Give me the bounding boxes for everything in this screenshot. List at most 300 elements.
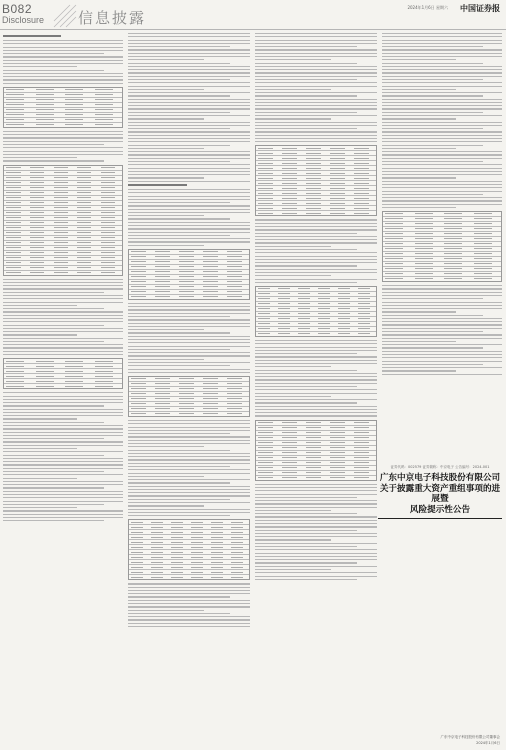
table-row [4, 384, 122, 388]
table-row [256, 476, 376, 480]
table-cell [444, 273, 462, 274]
table-cell [278, 328, 290, 329]
text-line [255, 546, 357, 547]
text-line [128, 108, 250, 109]
table-cell [203, 271, 217, 272]
table-cell [155, 398, 169, 399]
text-line [3, 435, 123, 436]
table-cell [65, 366, 83, 367]
text-line [3, 448, 77, 449]
text-line [255, 350, 377, 351]
table-cell [298, 328, 310, 329]
table-cell [155, 388, 169, 389]
text-line [128, 323, 250, 324]
text-line [382, 351, 502, 352]
table-cell [354, 432, 368, 433]
table-cell [474, 228, 492, 229]
text-line [255, 412, 377, 413]
table-cell [131, 261, 145, 262]
table-cell [231, 577, 243, 578]
text-line [255, 229, 377, 230]
table-cell [36, 114, 54, 115]
table-cell [444, 248, 462, 249]
text-line [255, 275, 331, 276]
table-cell [306, 183, 320, 184]
text-line [128, 583, 250, 584]
table-cell [77, 227, 91, 228]
text-line [3, 517, 123, 518]
text-line [255, 86, 377, 87]
table-cell [6, 114, 24, 115]
text-line [255, 494, 377, 495]
table-cell [211, 567, 223, 568]
text-line [3, 141, 123, 142]
table-cell [474, 248, 492, 249]
table-cell [258, 313, 270, 314]
text-line [128, 128, 230, 129]
text-line [255, 513, 357, 514]
table-cell [77, 167, 91, 168]
text-line [255, 49, 377, 50]
text-line [128, 105, 250, 106]
table-cell [155, 408, 169, 409]
table-cell [227, 378, 241, 379]
table-cell [155, 291, 169, 292]
text-line [255, 520, 377, 521]
table-cell [282, 163, 296, 164]
table-cell [30, 182, 44, 183]
table-cell [131, 388, 145, 389]
table-cell [354, 183, 368, 184]
text-line [255, 383, 377, 384]
table-cell [358, 303, 370, 304]
table-cell [258, 148, 272, 149]
table-cell [65, 371, 83, 372]
table-cell [306, 198, 320, 199]
table-cell [474, 213, 492, 214]
text-line [255, 122, 377, 123]
table-cell [474, 263, 492, 264]
table-cell [385, 223, 403, 224]
table-cell [358, 288, 370, 289]
table-cell [54, 192, 68, 193]
table-cell [203, 261, 217, 262]
table-cell [211, 522, 223, 523]
table-cell [444, 223, 462, 224]
text-line [128, 369, 250, 370]
text-line [128, 466, 230, 467]
table-cell [444, 258, 462, 259]
table-cell [415, 268, 433, 269]
table-cell [179, 388, 193, 389]
column-1 [3, 33, 123, 523]
table-cell [95, 376, 113, 377]
table-cell [30, 267, 44, 268]
table-cell [330, 472, 344, 473]
text-line [3, 461, 123, 462]
text-line [382, 66, 502, 67]
text-line [128, 189, 250, 190]
table-cell [231, 572, 243, 573]
table-cell [203, 408, 217, 409]
table-cell [179, 266, 193, 267]
text-line [3, 43, 123, 44]
table-cell [330, 432, 344, 433]
table-cell [101, 227, 115, 228]
table-cell [354, 442, 368, 443]
text-line [128, 241, 250, 242]
text-line [3, 328, 123, 329]
table-cell [131, 542, 143, 543]
table-cell [203, 296, 217, 297]
table-cell [318, 333, 330, 334]
table-cell [354, 208, 368, 209]
table-cell [474, 223, 492, 224]
text-line [255, 33, 377, 34]
table-cell [258, 462, 272, 463]
table-cell [203, 286, 217, 287]
table-cell [231, 567, 243, 568]
text-line [3, 347, 123, 348]
text-line [3, 157, 77, 158]
text-line [128, 95, 230, 96]
text-line [382, 174, 502, 175]
table-cell [151, 557, 163, 558]
text-line [3, 154, 123, 155]
table-cell [151, 542, 163, 543]
table-cell [30, 232, 44, 233]
table-cell [258, 422, 272, 423]
table-cell [65, 124, 83, 125]
text-line [255, 409, 377, 410]
text-line [128, 141, 250, 142]
table-cell [385, 253, 403, 254]
table-cell [131, 577, 143, 578]
text-line [128, 138, 250, 139]
text-line [382, 115, 502, 116]
text-line [3, 321, 123, 322]
text-line [255, 233, 357, 234]
table-cell [101, 202, 115, 203]
text-line [3, 79, 123, 80]
text-line [3, 160, 104, 161]
notice-title-line-1: 广东中京电子科技股份有限公司 [379, 473, 501, 483]
table-cell [6, 257, 20, 258]
table-cell [155, 251, 169, 252]
text-line [255, 265, 357, 266]
table-cell [101, 172, 115, 173]
table-cell [444, 253, 462, 254]
table-cell [36, 109, 54, 110]
text-line [255, 53, 377, 54]
table-cell [30, 227, 44, 228]
table-cell [415, 263, 433, 264]
table-cell [54, 177, 68, 178]
table-cell [415, 273, 433, 274]
text-line [255, 389, 377, 390]
text-line [128, 161, 230, 162]
page-header [0, 0, 506, 32]
table-cell [282, 193, 296, 194]
text-line [382, 79, 483, 80]
table-cell [171, 577, 183, 578]
table-cell [6, 217, 20, 218]
text-line [128, 92, 250, 93]
text-line [128, 232, 250, 233]
text-line [255, 356, 377, 357]
table-cell [65, 109, 83, 110]
table-cell [171, 537, 183, 538]
text-line [3, 441, 123, 442]
table-cell [306, 158, 320, 159]
table-cell [54, 182, 68, 183]
text-line [3, 501, 123, 502]
table-cell [203, 266, 217, 267]
table-cell [101, 177, 115, 178]
table-cell [358, 293, 370, 294]
text-line [255, 239, 377, 240]
text-line [3, 428, 123, 429]
table-cell [258, 442, 272, 443]
table-cell [101, 197, 115, 198]
table-cell [171, 562, 183, 563]
table-cell [6, 371, 24, 372]
table-cell [54, 257, 68, 258]
text-line [255, 539, 331, 540]
text-line [3, 288, 123, 289]
table-cell [179, 378, 193, 379]
text-line [128, 215, 204, 216]
table-cell [77, 192, 91, 193]
table-cell [306, 188, 320, 189]
text-line [3, 415, 123, 416]
text-line [382, 158, 502, 159]
table-cell [6, 361, 24, 362]
table-cell [151, 572, 163, 573]
notice-block [378, 465, 502, 523]
table-cell [6, 212, 20, 213]
table-cell [36, 124, 54, 125]
text-line [3, 308, 104, 309]
text-line [128, 346, 250, 347]
text-line [128, 515, 230, 516]
table-cell [258, 293, 270, 294]
text-line [382, 131, 502, 132]
table-cell [231, 527, 243, 528]
text-line [382, 285, 502, 286]
table-cell [231, 522, 243, 523]
text-line [3, 418, 77, 419]
table-cell [354, 193, 368, 194]
table-cell [258, 437, 272, 438]
text-line [382, 95, 483, 96]
text-line [128, 66, 250, 67]
table-cell [474, 278, 492, 279]
table-cell [358, 313, 370, 314]
text-line [3, 66, 77, 67]
text-line [128, 479, 250, 480]
table-cell [179, 393, 193, 394]
text-line [382, 128, 483, 129]
text-line [3, 325, 104, 326]
table-cell [30, 217, 44, 218]
footer-board: 广东中京电子科技股份有限公司董事会 [440, 735, 500, 739]
table-cell [258, 153, 272, 154]
text-line [128, 115, 250, 116]
table-cell [318, 308, 330, 309]
table-cell [338, 313, 350, 314]
table-cell [179, 413, 193, 414]
table-cell [101, 212, 115, 213]
text-line [3, 144, 104, 145]
text-line [128, 228, 250, 229]
table-cell [282, 452, 296, 453]
text-line [128, 587, 250, 588]
text-line [382, 122, 502, 123]
table-cell [77, 257, 91, 258]
text-line [128, 590, 250, 591]
text-line [128, 164, 250, 165]
text-line [255, 118, 331, 119]
text-line [382, 318, 502, 319]
table-cell [155, 281, 169, 282]
table-cell [258, 452, 272, 453]
table-cell [330, 447, 344, 448]
table-cell [298, 318, 310, 319]
table-cell [354, 457, 368, 458]
table-cell [415, 233, 433, 234]
text-line [255, 340, 377, 341]
table-cell [95, 94, 113, 95]
table-cell [278, 288, 290, 289]
table-cell [231, 552, 243, 553]
text-line [255, 102, 377, 103]
table-cell [474, 253, 492, 254]
table-cell [258, 193, 272, 194]
table-cell [354, 472, 368, 473]
table-cell [155, 403, 169, 404]
table-cell [330, 193, 344, 194]
text-line [128, 59, 204, 60]
table-cell [278, 323, 290, 324]
table-cell [282, 173, 296, 174]
table-cell [203, 251, 217, 252]
table-cell [95, 366, 113, 367]
table-cell [36, 89, 54, 90]
text-line [128, 135, 250, 136]
table-cell [155, 383, 169, 384]
table-cell [131, 378, 145, 379]
text-line [3, 484, 123, 485]
text-line [128, 131, 250, 132]
text-line [255, 373, 377, 374]
text-line [128, 359, 204, 360]
text-line [382, 171, 502, 172]
table-cell [358, 323, 370, 324]
text-line [128, 610, 204, 611]
text-line [128, 499, 230, 500]
table-cell [338, 288, 350, 289]
table-cell [211, 572, 223, 573]
text-line [3, 63, 123, 64]
text-line [128, 365, 230, 366]
text-line [255, 272, 377, 273]
text-line [128, 459, 250, 460]
text-line [255, 576, 377, 577]
text-line [3, 151, 123, 152]
text-line [382, 102, 502, 103]
text-line [255, 516, 377, 517]
table-cell [306, 432, 320, 433]
text-line [128, 36, 250, 37]
text-line [128, 177, 204, 178]
table-cell [298, 293, 310, 294]
table-cell [354, 462, 368, 463]
table-cell [298, 303, 310, 304]
text-line [255, 360, 377, 361]
table-cell [354, 422, 368, 423]
text-line [255, 386, 357, 387]
table-cell [54, 222, 68, 223]
text-line [3, 471, 104, 472]
table-cell [330, 213, 344, 214]
table-cell [6, 197, 20, 198]
text-line [255, 490, 377, 491]
text-line [128, 606, 250, 607]
text-line [128, 76, 250, 77]
text-line [255, 282, 357, 283]
text-line [382, 168, 502, 169]
table-cell [278, 313, 290, 314]
table-cell [30, 202, 44, 203]
table-cell [258, 203, 272, 204]
table-cell [306, 173, 320, 174]
table-cell [65, 381, 83, 382]
text-line [3, 468, 123, 469]
text-line [3, 70, 104, 71]
table-cell [306, 427, 320, 428]
text-line [128, 505, 204, 506]
table-cell [151, 567, 163, 568]
table-cell [282, 158, 296, 159]
table-cell [474, 243, 492, 244]
table-cell [6, 187, 20, 188]
table-cell [444, 233, 462, 234]
text-line [382, 164, 502, 165]
table-cell [179, 398, 193, 399]
text-line [3, 481, 123, 482]
table-cell [191, 552, 203, 553]
text-line [255, 500, 377, 501]
table-cell [338, 328, 350, 329]
text-line [255, 399, 377, 400]
table-cell [36, 361, 54, 362]
text-line [3, 422, 104, 423]
table-cell [54, 272, 68, 273]
table-cell [258, 188, 272, 189]
table-cell [258, 213, 272, 214]
table-cell [227, 271, 241, 272]
text-line [255, 249, 357, 250]
text-line [382, 76, 502, 77]
table-cell [203, 383, 217, 384]
text-line [128, 440, 250, 441]
notice-title-line-2: 关于披露重大资产重组事项的进展暨 [379, 483, 501, 504]
text-line [3, 464, 123, 465]
text-line [3, 47, 123, 48]
table-cell [101, 167, 115, 168]
text-line [255, 353, 357, 354]
